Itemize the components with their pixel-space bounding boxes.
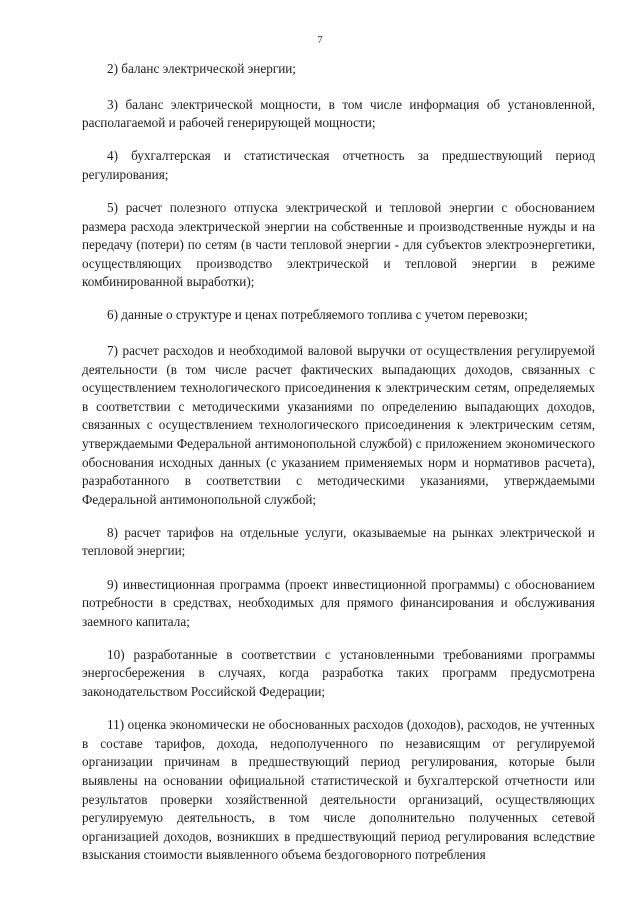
paragraph-item-8: 8) расчет тарифов на отдельные услуги, оказываемые на рынках электрической и тепловой энергии; (82, 524, 595, 559)
paragraph-item-2: 2) баланс электрической энергии; (107, 61, 296, 76)
paragraph-item-4: 4) бухгалтерская и статистическая отчетность за предшествующий период регулирования; (82, 148, 595, 182)
paragraph-item-7: 7) расчет расходов и необходимой валовой выручки от осуществления регулируемой деятельности (в том числе расчет фактических выпадающих доходов, связанных с осуществлением технологического присоединения к электрическим сетям, определяемых в соответствии с методическими указаниями по определению выпадающих доходов, связанных с осуществлением технологического присоединения к электрическим сетям, утверждаемыми Федеральной антимонопольной службой) с приложением экономического обоснования исходных данных (с указанием применяемых норм и нормативов расчета), разработанного в соответствии с методическими указаниями, утверждаемыми Федеральной антимонопольной службой; (82, 343, 595, 507)
paragraph-item-11: 11) оценка экономически не обоснованных расходов (доходов), расходов, не учтенных в составе тарифов, дохода, недополученного по независящим от регулируемой организации причинам в предшествующий период регулирования, которые были выявлены на основании официальной статистической и бухгалтерской отчетности или результатов проверки хозяйственной деятельности организаций, осуществляющих регулируемую деятельность, в том числе дополнительно полученных сетевой организацией доходов, возникших в предшествующий период регулирования вследствие взыскания стоимости выявленного объема бездоговорного потребления (82, 717, 595, 863)
paragraph-item-10: 10) разработанные в соответствии с установленными требованиями программы энергосбережения в случаях, когда разработка таких программ предусмотрена законодательством Российской Федерации; (82, 646, 595, 700)
paragraph-item-3: 3) баланс электрической мощности, в том числе информация об установленной, располагаемой и рабочей генерирующей мощности; (82, 96, 595, 131)
page-number: 7 (317, 34, 323, 46)
document-body (82, 60, 595, 879)
paragraph-item-9: 9) инвестиционная программа (проект инвестиционной программы) с обоснованием потребности в средствах, необходимых для прямого финансирования и обслуживания заемного капитала; (82, 576, 595, 629)
paragraph-item-6: 6) данные о структуре и ценах потребляемого топлива с учетом перевозки; (107, 307, 528, 323)
paragraph-item-5: 5) расчет полезного отпуска электрической и тепловой энергии с обоснованием размера расхода электрической энергии на собственные и производственные нужды и на передачу (потери) по сетям (в части тепловой энергии - для субъектов электроэнергетики, осуществляющих производство электрической и тепловой энергии в режиме комбинированной выработки); (82, 199, 595, 290)
